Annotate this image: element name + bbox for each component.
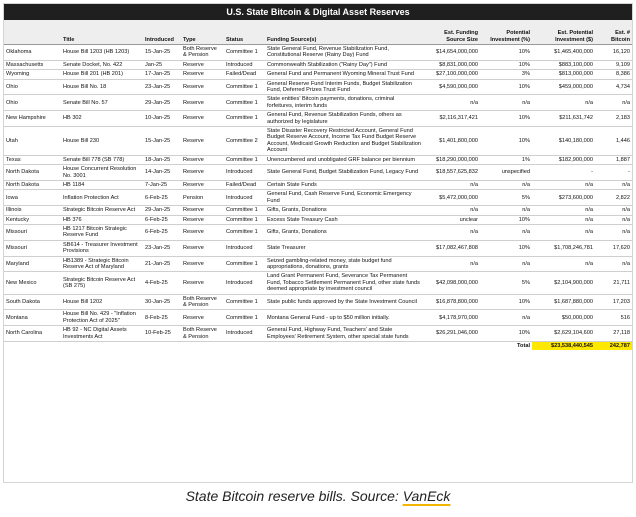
column-header: Est. Funding Source Size bbox=[423, 20, 480, 45]
table-cell: 17,203 bbox=[595, 294, 632, 310]
table-cell: General Fund, Cash Reserve Fund, Economic Emergency Fund bbox=[265, 190, 423, 206]
table-cell: North Dakota bbox=[4, 180, 61, 189]
total-label: Total bbox=[517, 343, 530, 350]
table-row bbox=[4, 155, 632, 164]
table-cell: 5% bbox=[480, 190, 532, 206]
table-cell: Introduced bbox=[224, 60, 265, 69]
table-cell: $4,590,000,000 bbox=[423, 79, 480, 95]
table-cell: n/a bbox=[480, 310, 532, 326]
column-header: Title bbox=[61, 20, 143, 45]
table-cell: Oklahoma bbox=[4, 45, 61, 61]
table-row bbox=[4, 224, 632, 240]
table-cell: n/a bbox=[532, 95, 595, 111]
table-row bbox=[4, 272, 632, 294]
table-row bbox=[4, 70, 632, 79]
table-cell: 29-Jan-25 bbox=[143, 95, 181, 111]
table-row bbox=[4, 111, 632, 127]
table-cell: Gifts, Grants, Donations bbox=[265, 206, 423, 215]
table-cell: Ohio bbox=[4, 95, 61, 111]
table-cell: Missouri bbox=[4, 224, 61, 240]
table-row bbox=[4, 294, 632, 310]
table-cell: SB614 - Treasurer Investment Provisions bbox=[61, 240, 143, 256]
table-cell: n/a bbox=[532, 224, 595, 240]
table-cell: Missouri bbox=[4, 240, 61, 256]
table-cell: Inflation Protection Act bbox=[61, 190, 143, 206]
table-cell: Introduced bbox=[224, 190, 265, 206]
table-cell: $2,629,104,600 bbox=[532, 326, 595, 342]
table-cell: n/a bbox=[595, 180, 632, 189]
table-cell: $2,116,317,421 bbox=[423, 111, 480, 127]
table-cell: $140,180,000 bbox=[532, 127, 595, 156]
table-cell: Reserve bbox=[181, 206, 224, 215]
table-cell: 27,118 bbox=[595, 326, 632, 342]
table-cell: 18-Jan-25 bbox=[143, 155, 181, 164]
table-cell: n/a bbox=[595, 206, 632, 215]
table-cell: House Bill 1202 bbox=[61, 294, 143, 310]
empty-cell bbox=[265, 342, 423, 351]
table-cell: 2,822 bbox=[595, 190, 632, 206]
table-cell: $273,600,000 bbox=[532, 190, 595, 206]
table-cell: Montana General Fund - up to $50 million initially. bbox=[265, 310, 423, 326]
total-row bbox=[4, 342, 632, 351]
table-cell: 10-Jan-25 bbox=[143, 111, 181, 127]
table-cell: General Reserve Fund Interim Funds, Budget Stabilization Fund, Deferred Prizes Trust Fund bbox=[265, 79, 423, 95]
table-cell: Unencumbered and unobligated GRF balance per biennium bbox=[265, 155, 423, 164]
table-cell: Reserve bbox=[181, 215, 224, 224]
table-cell: 1,887 bbox=[595, 155, 632, 164]
table-cell: n/a bbox=[532, 215, 595, 224]
table-cell: Gifts, Grants, Donations bbox=[265, 224, 423, 240]
table-cell: 516 bbox=[595, 310, 632, 326]
table-cell: $813,000,000 bbox=[532, 70, 595, 79]
table-cell: 9,109 bbox=[595, 60, 632, 69]
table-cell: unclear bbox=[423, 215, 480, 224]
table-cell: Committee 1 bbox=[224, 155, 265, 164]
table-cell: n/a bbox=[423, 95, 480, 111]
table-cell: Montana bbox=[4, 310, 61, 326]
table-cell: Introduced bbox=[224, 272, 265, 294]
table-cell: $1,465,400,000 bbox=[532, 45, 595, 61]
table-title: U.S. State Bitcoin & Digital Asset Reserves bbox=[4, 4, 632, 20]
table-cell: n/a bbox=[595, 95, 632, 111]
table-body bbox=[4, 45, 632, 351]
table-cell: - bbox=[532, 165, 595, 181]
table-cell: HB 1184 bbox=[61, 180, 143, 189]
table-cell: n/a bbox=[595, 224, 632, 240]
table-cell: Wyoming bbox=[4, 70, 61, 79]
table-cell: Introduced bbox=[224, 240, 265, 256]
figure-caption bbox=[0, 488, 636, 504]
table-cell: Reserve bbox=[181, 127, 224, 156]
table-cell: General Fund, Revenue Stabilization Funds, others as authorized by legislature bbox=[265, 111, 423, 127]
table-cell: Illinois bbox=[4, 206, 61, 215]
table-cell: Committee 1 bbox=[224, 45, 265, 61]
table-row bbox=[4, 180, 632, 189]
table-cell: 10% bbox=[480, 240, 532, 256]
table-cell: $883,100,000 bbox=[532, 60, 595, 69]
table-cell: Committee 1 bbox=[224, 95, 265, 111]
table-cell: Senate Bill No. 57 bbox=[61, 95, 143, 111]
table-cell: Reserve bbox=[181, 310, 224, 326]
table-cell: 6-Feb-25 bbox=[143, 224, 181, 240]
table-row bbox=[4, 165, 632, 181]
table-cell: Texas bbox=[4, 155, 61, 164]
table-cell: Reserve bbox=[181, 256, 224, 272]
table-cell: Land Grant Permanent Fund, Severance Tax Permanent Fund, Tobacco Settlement Permanent Fund, other state funds deemed appropriate by investment council bbox=[265, 272, 423, 294]
table-cell: Committee 1 bbox=[224, 224, 265, 240]
table-cell: 10% bbox=[480, 45, 532, 61]
table-cell: Committee 1 bbox=[224, 294, 265, 310]
table-cell: 4-Feb-25 bbox=[143, 272, 181, 294]
table-cell: Committee 1 bbox=[224, 310, 265, 326]
table-cell: 3% bbox=[480, 70, 532, 79]
table-cell: Failed/Dead bbox=[224, 180, 265, 189]
table-cell: Excess State Treasury Cash bbox=[265, 215, 423, 224]
table-cell: Committee 1 bbox=[224, 111, 265, 127]
table-cell: 21,711 bbox=[595, 272, 632, 294]
table-cell: Iowa bbox=[4, 190, 61, 206]
table-cell: n/a bbox=[423, 206, 480, 215]
table-cell: $8,831,000,000 bbox=[423, 60, 480, 69]
table-cell: $1,401,800,000 bbox=[423, 127, 480, 156]
table-cell: 10-Feb-25 bbox=[143, 326, 181, 342]
table-cell: North Dakota bbox=[4, 165, 61, 181]
table-cell: 29-Jan-25 bbox=[143, 206, 181, 215]
table-cell: State Disaster Recovery Restricted Account, General Fund Budget Reserve Account, Income Tax Fund Budget Reserve Account, Medicaid Growth Reduction and Budget Stabilization Account bbox=[265, 127, 423, 156]
table-cell: HB1389 - Strategic Bitcoin Reserve Act of Maryland bbox=[61, 256, 143, 272]
table-cell: State entities' Bitcoin payments, donations, criminal forfeitures, interim funds bbox=[265, 95, 423, 111]
table-cell: Jan-25 bbox=[143, 60, 181, 69]
table-cell: 23-Jan-25 bbox=[143, 79, 181, 95]
table-cell: 10% bbox=[480, 60, 532, 69]
table-cell: 5% bbox=[480, 272, 532, 294]
reserves-table bbox=[4, 20, 632, 350]
table-cell: n/a bbox=[532, 206, 595, 215]
table-cell: 10% bbox=[480, 294, 532, 310]
table-cell: Both Reserve & Pension bbox=[181, 326, 224, 342]
table-cell: 14-Jan-25 bbox=[143, 165, 181, 181]
table-cell: n/a bbox=[532, 180, 595, 189]
table-cell: $17,082,467,808 bbox=[423, 240, 480, 256]
table-cell: State public funds approved by the State Investment Council bbox=[265, 294, 423, 310]
table-row bbox=[4, 326, 632, 342]
table-cell: House Bill 201 (HB 201) bbox=[61, 70, 143, 79]
table-cell: Senate Bill 778 (SB 778) bbox=[61, 155, 143, 164]
empty-cell bbox=[224, 342, 265, 351]
table-cell: n/a bbox=[595, 215, 632, 224]
table-cell: North Carolina bbox=[4, 326, 61, 342]
table-row bbox=[4, 215, 632, 224]
column-header: Introduced bbox=[143, 20, 181, 45]
table-cell: 16,120 bbox=[595, 45, 632, 61]
table-cell: Reserve bbox=[181, 165, 224, 181]
caption-source-link[interactable]: VanEck bbox=[402, 488, 451, 504]
table-cell: Commonwealth Stabilization ("Rainy Day") Fund bbox=[265, 60, 423, 69]
table-cell: State Treasurer bbox=[265, 240, 423, 256]
table-cell: HB 1217 Bitcoin Strategic Reserve Fund bbox=[61, 224, 143, 240]
table-cell: Maryland bbox=[4, 256, 61, 272]
table-row bbox=[4, 256, 632, 272]
table-cell: 4,734 bbox=[595, 79, 632, 95]
table-cell: $16,878,800,000 bbox=[423, 294, 480, 310]
table-cell: Reserve bbox=[181, 155, 224, 164]
table-cell: 1,446 bbox=[595, 127, 632, 156]
table-cell: Both Reserve & Pension bbox=[181, 294, 224, 310]
table-cell: Reserve bbox=[181, 111, 224, 127]
table-cell: Utah bbox=[4, 127, 61, 156]
table-cell: 8,386 bbox=[595, 70, 632, 79]
table-row bbox=[4, 79, 632, 95]
table-header bbox=[4, 20, 632, 45]
table-cell: Ohio bbox=[4, 79, 61, 95]
table-row bbox=[4, 95, 632, 111]
table-cell: Reserve bbox=[181, 272, 224, 294]
table-cell: General Fund, Highway Fund, Teachers' and State Employees' Retirement System, other special state funds bbox=[265, 326, 423, 342]
total-investment: $23,538,440,545 bbox=[532, 342, 595, 351]
table-cell: Strategic Bitcoin Reserve Act (SB 275) bbox=[61, 272, 143, 294]
table-cell: n/a bbox=[595, 256, 632, 272]
table-cell: Certain State Funds bbox=[265, 180, 423, 189]
table-cell: n/a bbox=[480, 95, 532, 111]
table-cell: 30-Jan-25 bbox=[143, 294, 181, 310]
table-cell: 2,183 bbox=[595, 111, 632, 127]
table-cell: $182,900,000 bbox=[532, 155, 595, 164]
table-cell: Committee 2 bbox=[224, 127, 265, 156]
table-cell: $18,290,000,000 bbox=[423, 155, 480, 164]
table-row bbox=[4, 240, 632, 256]
table-cell: Failed/Dead bbox=[224, 70, 265, 79]
column-header: Est. # Bitcoin bbox=[595, 20, 632, 45]
empty-cell bbox=[61, 342, 143, 351]
table-cell: $14,654,000,000 bbox=[423, 45, 480, 61]
table-cell: General Fund and Permanent Wyoming Mineral Trust Fund bbox=[265, 70, 423, 79]
table-cell: Reserve bbox=[181, 224, 224, 240]
table-cell: $1,687,880,000 bbox=[532, 294, 595, 310]
empty-cell bbox=[143, 342, 181, 351]
table-cell: Strategic Bitcoin Reserve Act bbox=[61, 206, 143, 215]
table-cell: 17-Jan-25 bbox=[143, 70, 181, 79]
table-cell: Reserve bbox=[181, 79, 224, 95]
table-cell: $27,100,000,000 bbox=[423, 70, 480, 79]
table-cell: Reserve bbox=[181, 95, 224, 111]
table-cell: Pension bbox=[181, 190, 224, 206]
table-cell: New Mexico bbox=[4, 272, 61, 294]
empty-cell bbox=[4, 342, 61, 351]
table-cell: n/a bbox=[480, 180, 532, 189]
column-header: Type bbox=[181, 20, 224, 45]
table-cell: Committee 1 bbox=[224, 79, 265, 95]
table-cell: 10% bbox=[480, 79, 532, 95]
empty-cell bbox=[423, 342, 480, 351]
table-row bbox=[4, 310, 632, 326]
column-header: Est. Potential Investment ($) bbox=[532, 20, 595, 45]
table-cell: - bbox=[595, 165, 632, 181]
table-cell: 17,620 bbox=[595, 240, 632, 256]
table-cell: n/a bbox=[423, 180, 480, 189]
table-cell: Introduced bbox=[224, 326, 265, 342]
reserves-table-image bbox=[3, 3, 633, 483]
table-cell: $211,631,742 bbox=[532, 111, 595, 127]
table-cell: Seized gambling-related money, state budget fund appropriations, donations, grants bbox=[265, 256, 423, 272]
table-cell: House Bill 1203 (HB 1203) bbox=[61, 45, 143, 61]
table-row bbox=[4, 190, 632, 206]
table-cell: HB 376 bbox=[61, 215, 143, 224]
table-cell: n/a bbox=[423, 224, 480, 240]
table-cell: Reserve bbox=[181, 240, 224, 256]
table-cell: 7-Jan-25 bbox=[143, 180, 181, 189]
table-cell: Massachusetts bbox=[4, 60, 61, 69]
table-cell: n/a bbox=[480, 224, 532, 240]
table-cell: Reserve bbox=[181, 180, 224, 189]
table-cell: HB 92 - NC Digital Assets Investments Act bbox=[61, 326, 143, 342]
table-cell: $42,098,000,000 bbox=[423, 272, 480, 294]
table-row bbox=[4, 60, 632, 69]
table-cell: House Bill No. 18 bbox=[61, 79, 143, 95]
table-cell: Committee 1 bbox=[224, 206, 265, 215]
table-cell: 6-Feb-25 bbox=[143, 215, 181, 224]
table-cell: Both Reserve & Pension bbox=[181, 45, 224, 61]
table-cell: $4,178,970,000 bbox=[423, 310, 480, 326]
table-cell: n/a bbox=[480, 256, 532, 272]
table-cell: Committee 1 bbox=[224, 256, 265, 272]
column-header: Potential Investment (%) bbox=[480, 20, 532, 45]
table-cell: 10% bbox=[480, 127, 532, 156]
total-bitcoin: 242,787 bbox=[595, 342, 632, 351]
table-cell: South Dakota bbox=[4, 294, 61, 310]
empty-cell bbox=[181, 342, 224, 351]
table-row bbox=[4, 45, 632, 61]
table-cell: 23-Jan-25 bbox=[143, 240, 181, 256]
table-cell: 6-Feb-25 bbox=[143, 190, 181, 206]
table-cell: $5,472,000,000 bbox=[423, 190, 480, 206]
table-cell: Introduced bbox=[224, 165, 265, 181]
column-header: Funding Source(s) bbox=[265, 20, 423, 45]
table-cell: $18,557,625,832 bbox=[423, 165, 480, 181]
table-cell: n/a bbox=[423, 256, 480, 272]
table-cell: 10% bbox=[480, 111, 532, 127]
table-cell: House Concurrent Resolution No. 3001 bbox=[61, 165, 143, 181]
table-cell: HB 302 bbox=[61, 111, 143, 127]
table-row bbox=[4, 206, 632, 215]
table-cell: 15-Jan-25 bbox=[143, 45, 181, 61]
table-cell: 10% bbox=[480, 215, 532, 224]
column-header bbox=[4, 20, 61, 45]
table-cell: 21-Jan-25 bbox=[143, 256, 181, 272]
table-cell: $26,291,046,000 bbox=[423, 326, 480, 342]
table-cell: Reserve bbox=[181, 60, 224, 69]
table-cell: 1% bbox=[480, 155, 532, 164]
table-cell: 10% bbox=[480, 326, 532, 342]
table-cell: Committee 1 bbox=[224, 215, 265, 224]
table-cell: House Bill No. 429 - "Inflation Protection Act of 2025" bbox=[61, 310, 143, 326]
table-cell: $459,000,000 bbox=[532, 79, 595, 95]
caption-text: State Bitcoin reserve bills. Source: bbox=[185, 488, 403, 504]
table-cell: n/a bbox=[532, 256, 595, 272]
table-row bbox=[4, 127, 632, 156]
table-cell: State General Fund, Budget Stabilization Fund, Legacy Fund bbox=[265, 165, 423, 181]
column-header: Status bbox=[224, 20, 265, 45]
table-cell: 8-Feb-25 bbox=[143, 310, 181, 326]
table-cell: State General Fund, Revenue Stabilization Fund, Constitutional Reserve (Rainy Day) Fund bbox=[265, 45, 423, 61]
table-cell: Kentucky bbox=[4, 215, 61, 224]
table-cell: Reserve bbox=[181, 70, 224, 79]
table-cell: New Hampshire bbox=[4, 111, 61, 127]
table-cell: 15-Jan-25 bbox=[143, 127, 181, 156]
table-cell: $50,000,000 bbox=[532, 310, 595, 326]
table-cell: n/a bbox=[480, 206, 532, 215]
table-cell: $2,104,900,000 bbox=[532, 272, 595, 294]
table-cell: $1,708,246,781 bbox=[532, 240, 595, 256]
table-cell: House Bill 230 bbox=[61, 127, 143, 156]
table-cell: Senate Docket, No. 422 bbox=[61, 60, 143, 69]
table-cell: unspecified bbox=[480, 165, 532, 181]
